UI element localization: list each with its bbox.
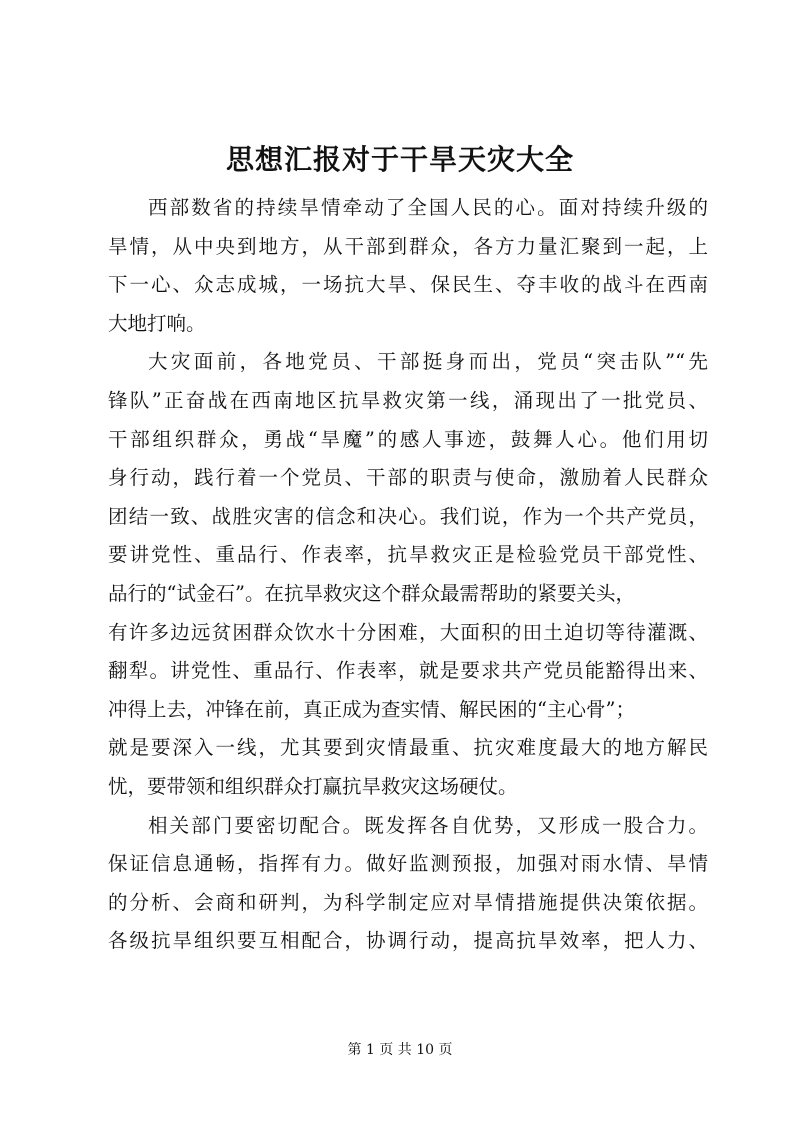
text-line: 大灾面前，各地党员、干部挺身而出，党员“突击队”“先 <box>148 350 708 374</box>
text-line: 旱情，从中央到地方，从干部到群众，各方力量汇聚到一起，上 <box>108 234 708 258</box>
text-line: 就是要深入一线，尤其要到灾情最重、抗灾难度最大的地方解民 <box>108 736 708 760</box>
text-line: 下一心、众志成城，一场抗大旱、保民生、夺丰收的战斗在西南 <box>108 273 708 297</box>
text-line: 忧，要带领和组织群众打赢抗旱救灾这场硬仗。 <box>108 774 518 798</box>
page-footer: 第 1 页 共 10 页 <box>347 1042 453 1058</box>
document-body <box>108 189 708 961</box>
text-line: 的分析、会商和研判，为科学制定应对旱情措施提供决策依据。 <box>108 890 708 914</box>
text-line: 翻犁。讲党性、重品行、作表率，就是要求共产党员能豁得出来、 <box>108 659 708 683</box>
text-line: 干部组织群众，勇战“旱魔”的感人事迹，鼓舞人心。他们用切 <box>108 427 708 451</box>
text-line: 锋队”正奋战在西南地区抗旱救灾第一线，涌现出了一批党员、 <box>108 388 708 412</box>
text-line: 要讲党性、重品行、作表率，抗旱救灾正是检验党员干部党性、 <box>108 543 708 567</box>
text-line: 西部数省的持续旱情牵动了全国人民的心。面对持续升级的 <box>148 196 708 219</box>
text-line: 品行的“试金石”。在抗旱救灾这个群众最需帮助的紧要关头， <box>108 581 635 605</box>
document-title: 思想汇报对于干旱天灾大全 <box>225 143 574 176</box>
text-line: 保证信息通畅，指挥有力。做好监测预报，加强对雨水情、旱情 <box>108 852 708 876</box>
text-line: 冲得上去，冲锋在前，真正成为查实情、解民困的“主心骨”； <box>108 697 635 721</box>
text-line: 身行动，践行着一个党员、干部的职责与使命，激励着人民群众 <box>108 466 708 490</box>
text-line: 有许多边远贫困群众饮水十分困难，大面积的田土迫切等待灌溉、 <box>108 620 708 644</box>
text-line: 团结一致、战胜灾害的信念和决心。我们说，作为一个共产党员， <box>108 504 708 528</box>
text-line: 相关部门要密切配合。既发挥各自优势，又形成一股合力。 <box>148 813 708 837</box>
text-line: 大地打响。 <box>108 311 206 335</box>
text-line: 各级抗旱组织要互相配合，协调行动，提高抗旱效率，把人力、 <box>108 929 708 953</box>
